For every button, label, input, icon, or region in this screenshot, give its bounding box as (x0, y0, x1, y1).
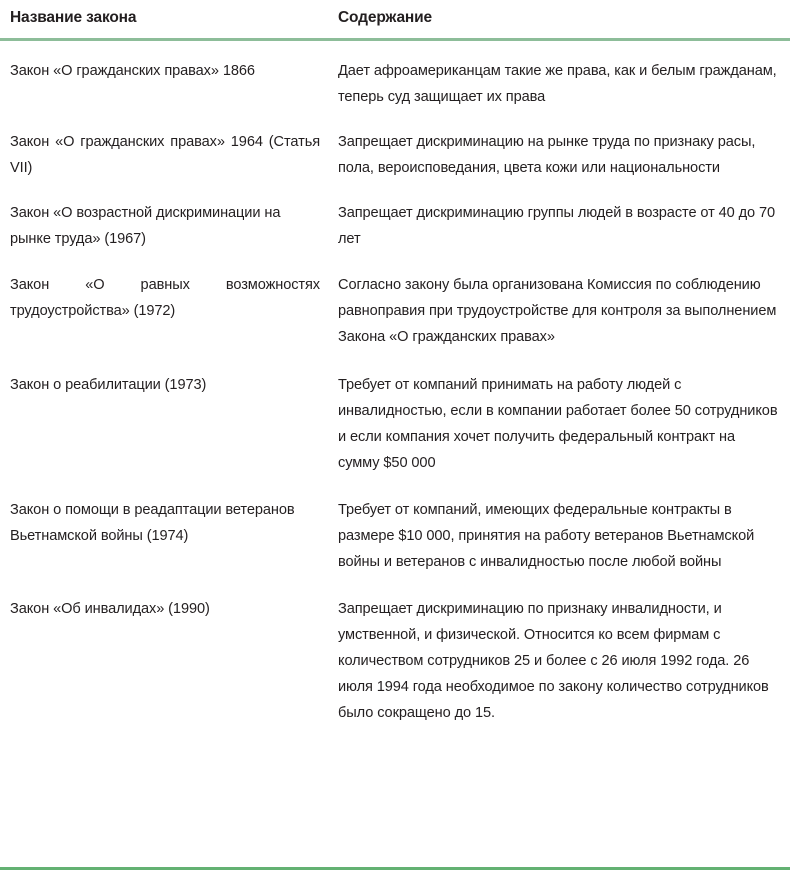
table-header-row (0, 0, 790, 38)
table-body (0, 41, 790, 867)
cell-law-content (338, 129, 780, 181)
table-row (10, 110, 780, 181)
cell-law-content (338, 372, 780, 476)
cell-law-content (338, 200, 780, 252)
table-row (10, 252, 780, 350)
law-content-text: Согласно закону была организована Комиссия по соблюдению равноправия при трудоустройстве для контроля за выполнением Закона «О гражданских правах» (338, 277, 777, 345)
law-name-text: Закон «О возрастной дискриминации на рынке труда» (1967) (10, 205, 281, 247)
column-header-law-name: Название закона (10, 9, 137, 26)
law-name-text: Закон «О равных возможностях трудоустройства» (1972) (10, 277, 320, 319)
law-name-text: Закон «О гражданских правах» 1964 (Статья VII) (10, 134, 320, 176)
cell-law-name (10, 272, 338, 324)
cell-law-content (338, 596, 780, 726)
cell-law-name (10, 497, 338, 549)
cell-law-name (10, 58, 338, 84)
table-row (10, 41, 780, 110)
table-row (10, 181, 780, 252)
law-name-text: Закон «Об инвалидах» (1990) (10, 601, 210, 617)
cell-law-content (338, 497, 780, 575)
cell-law-name (10, 200, 338, 252)
cell-law-name (10, 372, 338, 398)
cell-law-content (338, 272, 780, 350)
law-name-text: Закон «О гражданских правах» 1866 (10, 63, 255, 79)
cell-law-name (10, 596, 338, 622)
law-content-text: Запрещает дискриминацию по признаку инвалидности, и умственной, и физической. Относится ко всем фирмам с количеством сотрудников 25 и более с 26 июля 1992 года. 26 июля 1994 года необходимое по закону количество сотрудников было сокращено до 15. (338, 601, 769, 721)
law-name-text: Закон о реабилитации (1973) (10, 377, 207, 393)
table-row (10, 350, 780, 476)
law-content-text: Дает афроамериканцам такие же права, как и белым гражданам, теперь суд защищает их права (338, 63, 777, 105)
table-row (10, 476, 780, 575)
law-content-text: Требует от компаний, имеющих федеральные контракты в размере $10 000, принятия на работу ветеранов Вьетнамской войны и ветеранов с инвалидностью после любой войны (338, 502, 755, 570)
cell-law-content (338, 58, 780, 110)
column-header-content: Содержание (338, 9, 432, 26)
law-name-text: Закон о помощи в реадаптации ветеранов Вьетнамской войны (1974) (10, 502, 295, 544)
table-row (10, 575, 780, 726)
law-content-text: Запрещает дискриминацию на рынке труда по признаку расы, пола, вероисповедания, цвета кожи или национальности (338, 134, 756, 176)
cell-law-name (10, 129, 338, 181)
law-content-text: Требует от компаний принимать на работу людей с инвалидностью, если в компании работает более 50 сотрудников и если компания хочет получить федеральный контракт на сумму $50 000 (338, 377, 778, 471)
law-content-text: Запрещает дискриминацию группы людей в возрасте от 40 до 70 лет (338, 205, 776, 247)
